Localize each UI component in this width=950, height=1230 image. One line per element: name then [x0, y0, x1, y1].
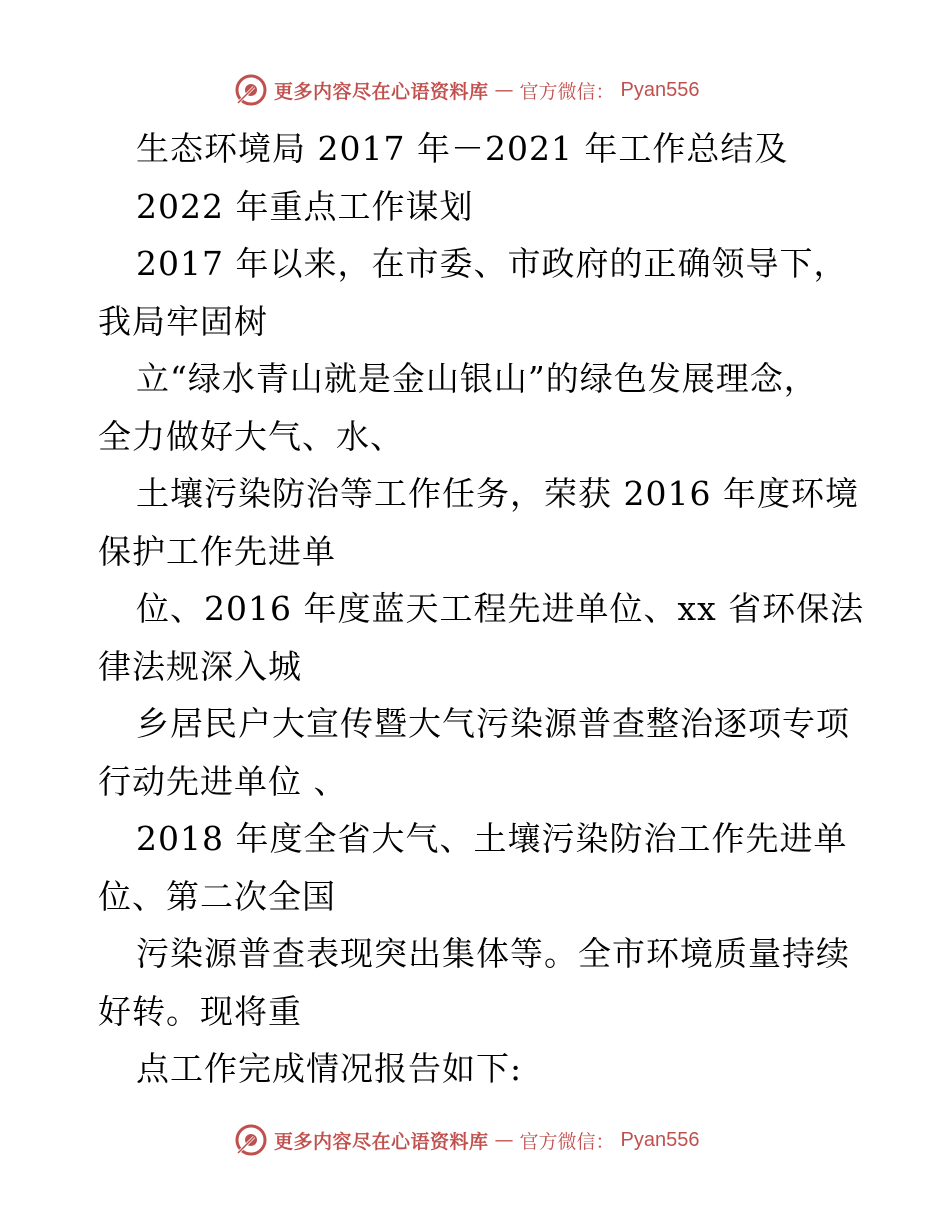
text-line: 土壤污染防治等工作任务，荣获 2016 年度环境 [136, 474, 859, 513]
watermark-separator: — [494, 1129, 514, 1151]
pen-logo-icon [234, 1123, 268, 1157]
text-line: 全力做好大气、水、 [98, 416, 404, 456]
text-line: 乡居民户大宣传暨大气污染源普查整治逐项专项 [136, 704, 850, 743]
watermark-header [234, 70, 700, 110]
text-line: 点工作完成情况报告如下: [136, 1049, 523, 1088]
text-line: 生态环境局 2017 年－2021 年工作总结及 [136, 129, 789, 168]
text-line: 保护工作先进单 [98, 531, 336, 571]
document-body [98, 120, 865, 1098]
watermark-text: 更多内容尽在心语资料库 [274, 80, 489, 103]
text-line: 律法规深入城 [98, 646, 302, 686]
text-line: 2018 年度全省大气、土壤污染防治工作先进单 [136, 819, 848, 858]
watermark-contact-label: 官方微信： [519, 80, 615, 103]
watermark-contact-id: Pyan556 [620, 78, 700, 101]
text-line: 2022 年重点工作谋划 [136, 186, 474, 226]
watermark-text: 更多内容尽在心语资料库 [274, 1130, 489, 1153]
text-line: 2017 年以来，在市委、市政府的正确领导下， [136, 244, 848, 283]
text-line: 位、第二次全国 [98, 876, 336, 916]
text-line: 污染源普查表现突出集体等。全市环境质量持续 [136, 934, 850, 973]
text-line: 立“绿水青山就是金山银山”的绿色发展理念， [136, 359, 818, 398]
watermark-separator: — [494, 79, 514, 101]
text-line: 位、2016 年度蓝天工程先进单位、xx 省环保法 [136, 589, 865, 628]
watermark-contact-id: Pyan556 [620, 1128, 700, 1151]
text-line: 我局牢固树 [98, 301, 268, 341]
text-line: 行动先进单位 、 [98, 761, 348, 801]
watermark-footer [234, 1120, 700, 1160]
watermark-contact-label: 官方微信： [519, 1130, 615, 1153]
text-line: 好转。现将重 [98, 991, 302, 1031]
pen-logo-icon [234, 73, 268, 107]
